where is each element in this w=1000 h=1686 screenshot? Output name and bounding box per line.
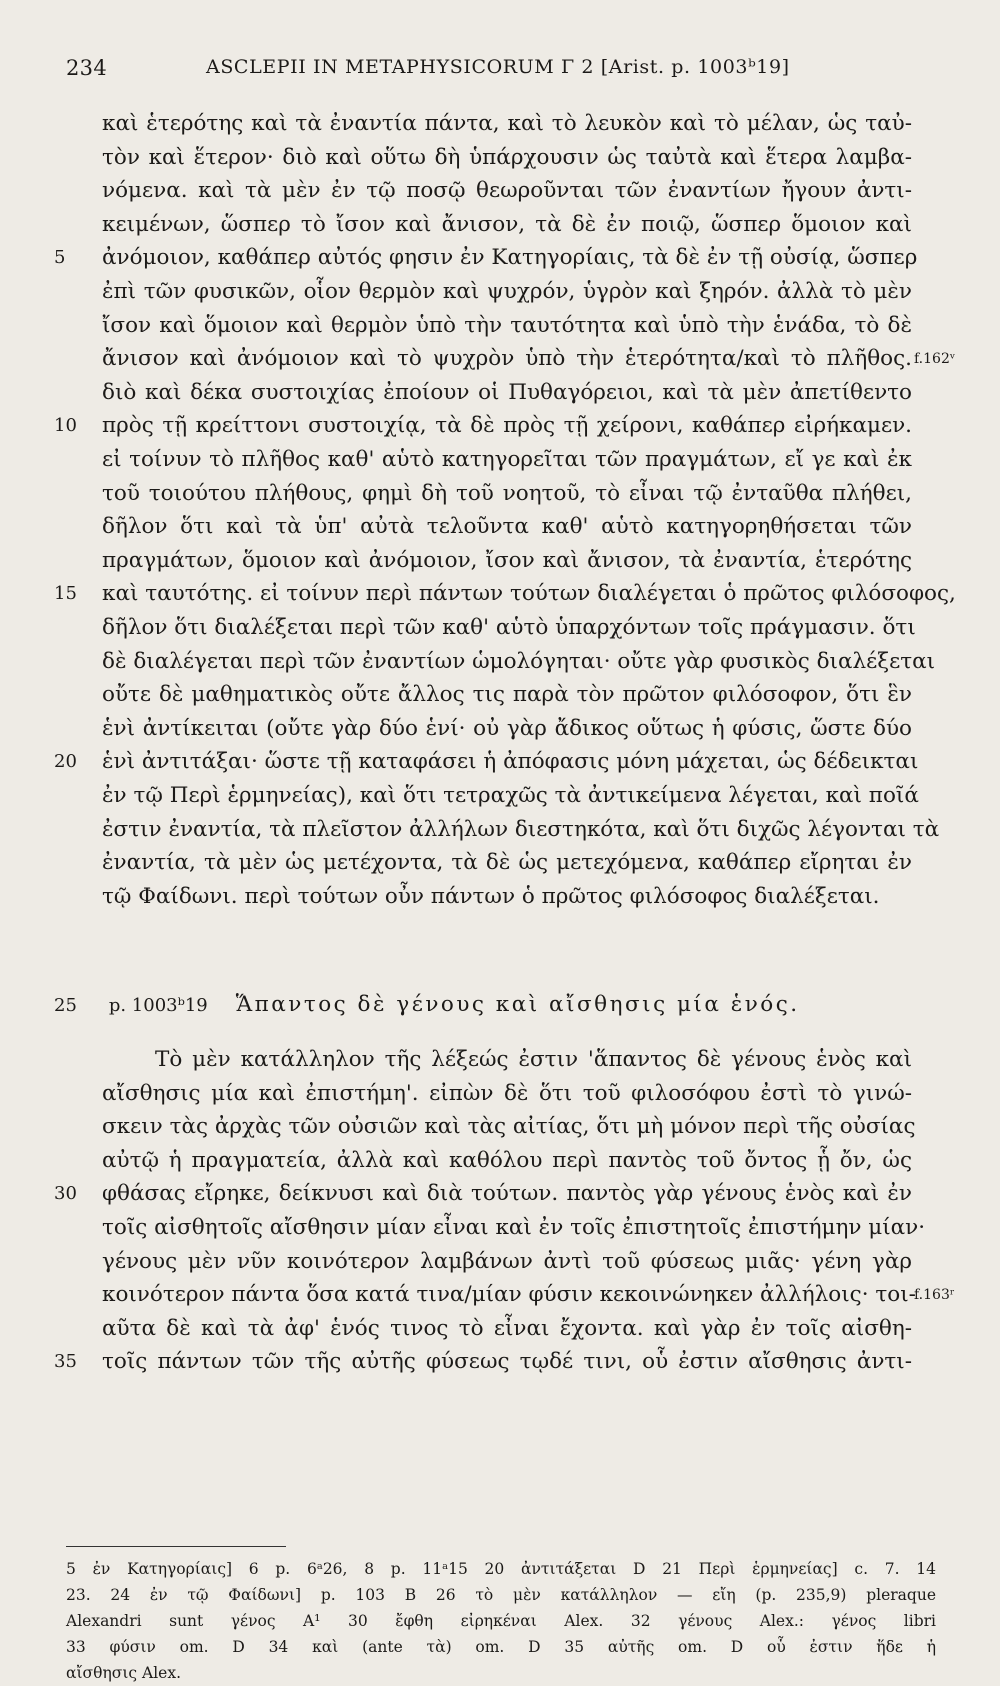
text-line: ἐναντία, τὰ μὲν ὡς μετέχοντα, τὰ δὲ ὡς μετεχόμενα, καθάπερ εἴρηται ἐν [102,850,912,876]
text-line: διὸ καὶ δέκα συστοιχίας ἐποίουν οἱ Πυθαγόρειοι, καὶ τὰ μὲν ἀπετίθεντο [102,379,912,405]
text-line: δῆλον ὅτι καὶ τὰ ὑπ' αὐτὰ τελοῦντα καθ' αὑτὸ κατηγορηθήσεται τῶν [102,514,912,540]
text-line: αὐτῷ ἡ πραγματεία, ἀλλὰ καὶ καθόλου περὶ παντὸς τοῦ ὄντος ᾗ ὄν, ὡς [102,1147,912,1173]
line-number: 30 [54,1183,77,1205]
aristotle-reference: p. 1003ᵇ19 [108,995,208,1016]
text-line: τῷ Φαίδωνι. περὶ τούτων οὖν πάντων ὁ πρῶτος φιλόσοφος διαλέξεται. [102,883,880,909]
page-number: 234 [66,56,107,80]
text-line: τοῖς πάντων τῶν τῆς αὐτῆς φύσεως τῳδέ τινι, οὗ ἐστιν αἴσθησις ἀντι- [102,1349,912,1375]
text-line: ἑνὶ ἀντίκειται (οὔτε γὰρ δύο ἑνί· οὐ γὰρ ἄδικος οὕτως ἡ φύσις, ὥστε δύο [102,715,912,741]
text-line: ἐστιν ἐναντία, τὰ πλεῖστον ἀλλήλων διεστηκότα, καὶ ὅτι διχῶς λέγονται τὰ [102,816,940,842]
folio-marker: f.162ᵛ [914,351,956,368]
apparatus-line: 5 ἐν Κατηγορίαις] 6 p. 6ᵃ26, 8 p. 11ᵃ15 20 ἀντιτάξεται D 21 Περὶ ἑρμηνείας] c. 7. 14 [66,1560,936,1578]
text-line: δῆλον ὅτι διαλέξεται περὶ τῶν καθ' αὑτὸ ὑπαρχόντων τοῖς πράγμασιν. ὅτι [102,615,916,640]
apparatus-line: αἴσθησις Alex. [66,1664,182,1682]
lemma-text: Ἅπαντος δὲ γένους καὶ αἴσθησις μία ἑνός. [235,992,800,1017]
text-line: ἑνὶ ἀντιτάξαι· ὥστε τῇ καταφάσει ἡ ἀπόφασις μόνη μάχεται, ὡς δέδεικται [102,749,919,775]
text-line: σκειν τὰς ἀρχὰς τῶν οὐσιῶν καὶ τὰς αἰτίας, ὅτι μὴ μόνον περὶ τῆς οὐσίας [102,1114,916,1140]
text-line: ἴσον καὶ ὅμοιον καὶ θερμὸν ὑπὸ τὴν ταυτότητα καὶ ὑπὸ τὴν ἑνάδα, τὸ δὲ [102,312,912,338]
page-header [66,50,936,90]
line-number: 25 [54,995,77,1016]
text-line: δὲ διαλέγεται περὶ τῶν ἐναντίων ὡμολόγηται· οὔτε γὰρ φυσικὸς διαλέξεται [102,648,936,674]
apparatus-line: Alexandri sunt γένος A¹ 30 ἔφθη εἰρηκέναι Alex. 32 γένους Alex.: γένος libri [66,1612,936,1630]
text-line: ἀνόμοιον, καθάπερ αὐτός φησιν ἐν Κατηγορίαις, τὰ δὲ ἐν τῇ οὐσίᾳ, ὥσπερ [102,245,918,271]
line-number: 35 [54,1351,77,1373]
running-head: ASCLEPII IN METAPHYSICORUM Γ 2 [Arist. p. 1003ᵇ19] [206,56,790,78]
text-line: κοινότερον πάντα ὅσα κατά τινα/μίαν φύσιν κεκοινώνηκεν ἀλλήλοις· τοι- [102,1282,916,1308]
text-line: Τὸ μὲν κατάλληλον τῆς λέξεώς ἐστιν 'ἅπαντος δὲ γένους ἑνὸς καὶ [155,1047,912,1072]
line-number: 15 [54,583,77,605]
text-line: εἰ τοίνυν τὸ πλῆθος καθ' αὑτὸ κατηγορεῖται τῶν πραγμάτων, εἴ γε καὶ ἐκ [102,447,912,472]
text-line: αῦτα δὲ καὶ τὰ ἀφ' ἑνός τινος τὸ εἶναι ἔχοντα. καὶ γὰρ ἐν τοῖς αἰσθη- [102,1315,912,1341]
line-number: 10 [54,415,77,437]
text-line: κειμένων, ὥσπερ τὸ ἴσον καὶ ἄνισον, τὰ δὲ ἐν ποιῷ, ὥσπερ ὅμοιον καὶ [102,211,912,237]
text-line: οὔτε δὲ μαθηματικὸς οὔτε ἄλλος τις παρὰ τὸν πρῶτον φιλόσοφον, ὅτι ἓν [102,682,912,708]
text-line: πραγμάτων, ὅμοιον καὶ ἀνόμοιον, ἴσον καὶ ἄνισον, τὰ ἐναντία, ἑτερότης [102,547,912,573]
folio-marker: f.163ʳ [914,1287,955,1304]
text-line: ἐν τῷ Περὶ ἑρμηνείας), καὶ ὅτι τετραχῶς τὰ ἀντικείμενα λέγεται, καὶ ποῖά [102,783,919,808]
text-line: γένους μὲν νῦν κοινότερον λαμβάνων ἀντὶ τοῦ φύσεως μιᾶς· γένη γὰρ [102,1248,912,1274]
text-line: ἐπὶ τῶν φυσικῶν, οἷον θερμὸν καὶ ψυχρόν, ὑγρὸν καὶ ξηρόν. ἀλλὰ τὸ μὲν [102,279,912,304]
text-line: τὸν καὶ ἕτερον· διὸ καὶ οὕτω δὴ ὑπάρχουσιν ὡς ταὐτὰ καὶ ἕτερα λαμβα- [102,144,912,170]
text-line: πρὸς τῇ κρείττονι συστοιχίᾳ, τὰ δὲ πρὸς τῇ χείρονι, καθάπερ εἰρήκαμεν. [102,413,912,439]
lemma-line [54,988,934,1022]
text-line: ἄνισον καὶ ἀνόμοιον καὶ τὸ ψυχρὸν ὑπὸ τὴν ἑτερότητα/καὶ τὸ πλῆθος. [102,346,912,372]
text-line: καὶ ἑτερότης καὶ τὰ ἐναντία πάντα, καὶ τὸ λευκὸν καὶ τὸ μέλαν, ὡς ταὐ- [102,111,912,136]
text-line: αἴσθησις μία καὶ ἐπιστήμη'. εἰπὼν δὲ ὅτι τοῦ φιλοσόφου ἐστὶ τὸ γινώ- [102,1080,912,1106]
line-number: 20 [54,751,77,773]
text-line: τοῦ τοιούτου πλήθους, φημὶ δὴ τοῦ νοητοῦ, τὸ εἶναι τῷ ἐνταῦθα πλήθει, [102,480,912,506]
text-line: καὶ ταυτότης. εἰ τοίνυν περὶ πάντων τούτων διαλέγεται ὁ πρῶτος φιλόσοφος, [102,581,956,607]
footnote-rule [66,1546,286,1547]
text-line: τοῖς αἰσθητοῖς αἴσθησιν μίαν εἶναι καὶ ἐν τοῖς ἐπιστητοῖς ἐπιστήμην μίαν· [102,1215,926,1240]
apparatus-line: 33 φύσιν om. D 34 καὶ (ante τὰ) om. D 35 αὐτῆς om. D οὗ ἐστιν ἥδε ἡ [66,1638,936,1656]
text-line: νόμενα. καὶ τὰ μὲν ἐν τῷ ποσῷ θεωροῦνται τῶν ἐναντίων ἤγουν ἀντι- [102,178,912,204]
apparatus-line: 23. 24 ἐν τῷ Φαίδωνι] p. 103 B 26 τὸ μὲν κατάλληλον — εἴη (p. 235,9) pleraque [66,1586,936,1604]
line-number: 5 [54,247,66,269]
text-line: φθάσας εἴρηκε, δείκνυσι καὶ διὰ τούτων. παντὸς γὰρ γένους ἑνὸς καὶ ἐν [102,1181,912,1207]
